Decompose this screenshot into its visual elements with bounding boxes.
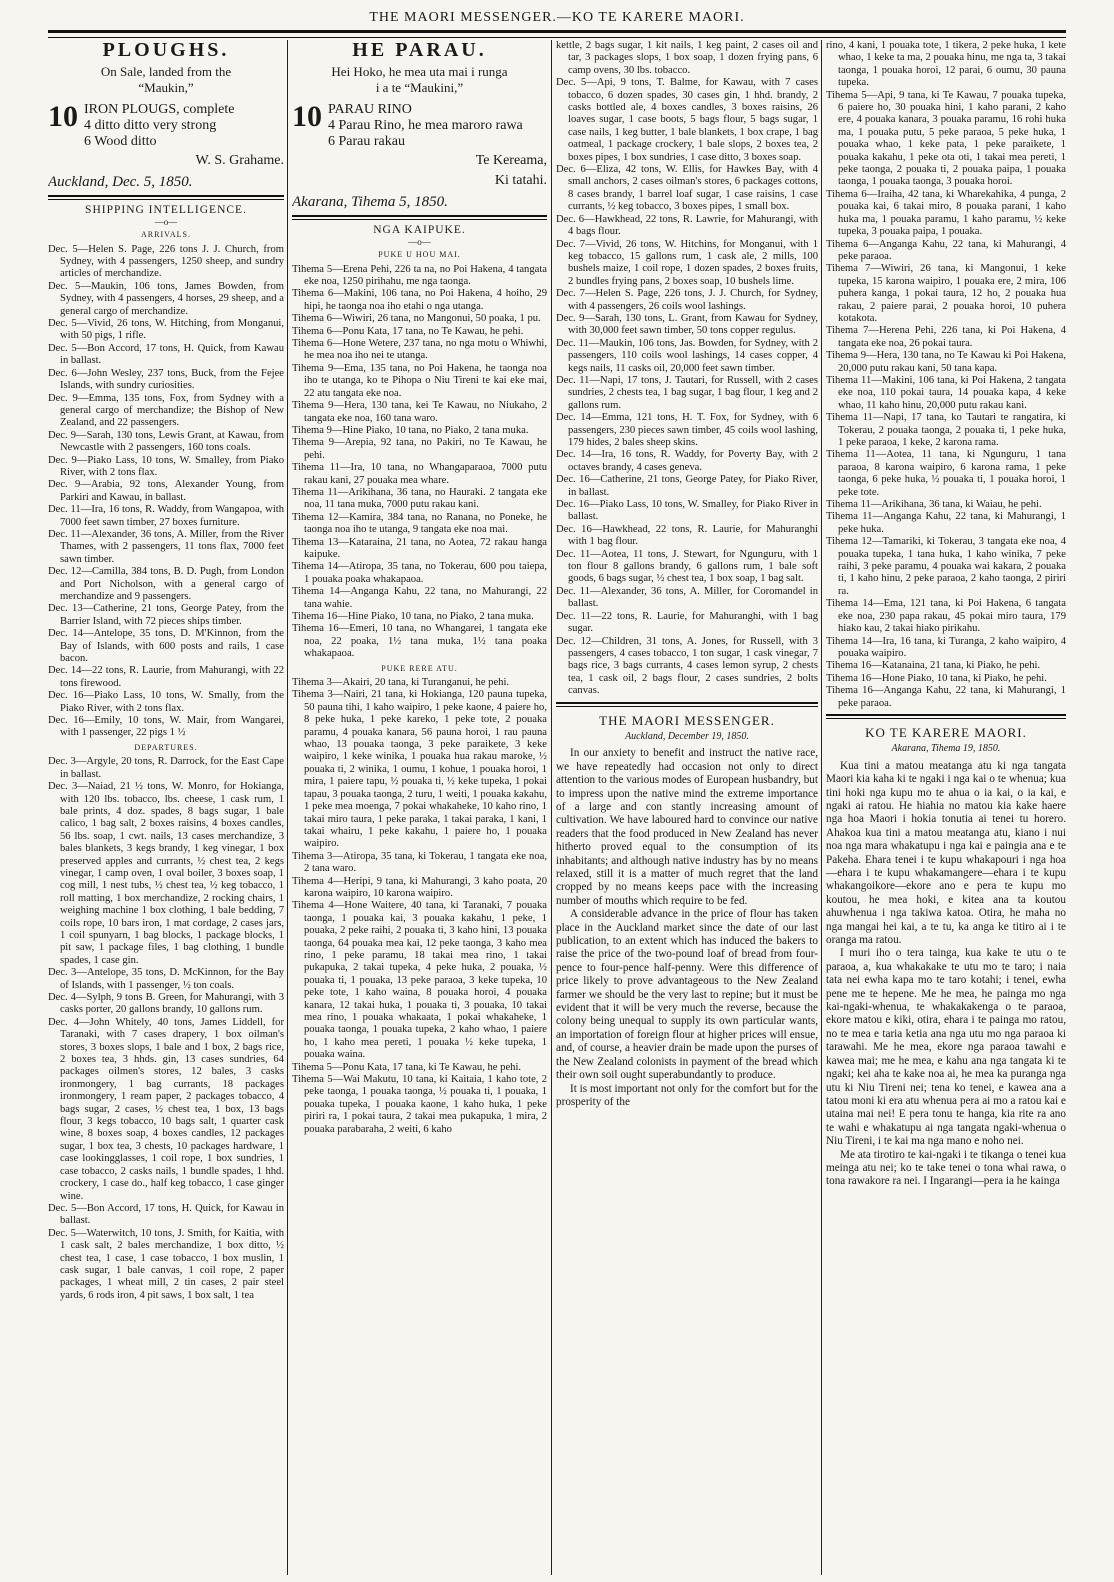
departures-continued xyxy=(556,40,818,698)
ad-signer: Te Kereama, xyxy=(475,153,547,169)
column-divider xyxy=(287,40,288,1575)
column-divider xyxy=(551,40,552,1575)
shipping-entry: Dec. 11—Alexander, 36 tons, A. Miller, from the River Thames, with 2 passengers, 11 tons flax, 7000 feet sawn timber. xyxy=(48,528,284,565)
shipping-entry: Tihema 6—Hone Wetere, 237 tana, no nga motu o Whiwhi, he mea noa iho nei te utanga. xyxy=(292,338,547,362)
shipping-entry: Tihema 3—Nairi, 21 tana, ki Hokianga, 120 pauna tupeka, 50 pauna tihi, 1 kaho waipiro, 1 peke kaone, 4 paiere ho, 8 peke huka, 1 peke kareko, 1 peke tote, 2 pouaka paramu, 4 pouaka kanara, 56 pauna horoi, 1 rau pauna whao, 13 pouaka taonga, 3 peke paraikete, 3 keke waipiro, 1 keke winika, 1 pouaka hua rakau maroke, ½ pouaka ti, 2 winika, 1 oumu, 1 kohue, 1 pouaka horoi, 1 mira, 1 paiere tapu, ½ pouaka ti, ½ keke tupeka, 1 pokai tapau, 3 pouaka taonga, 2 turu, 1 weiti, 1 pouaka kakahu, 1 peke mea moenga, 7 pokai whakaheke, 10 kaho rino, 1 takai miro taura, 1 peke paraka, 1 takai paraka, 1 kani, 1 takai whairu, 1 peke kakahu, 1 paiere ho, 1 pouaka waipiro. xyxy=(292,689,547,850)
departures-heading: DEPARTURES. xyxy=(134,742,198,752)
shipping-entry: Dec. 5—Bon Accord, 17 tons, H. Quick, from Kawau in ballast. xyxy=(48,342,284,367)
shipping-entry: Tihema 5—Ponu Kata, 17 tana, ki Te Kawau, he pehi. xyxy=(292,1061,522,1073)
shipping-entry: rino, 4 kani, 1 pouaka tote, 1 tikera, 2 peke huka, 1 kete whao, 1 keke ta ma, 2 pouaka hinu, me nga ta, 3 takai taonga, 1 pouaka horoi, 12 parai, 6 oumu, 30 pauna tupeka. xyxy=(826,40,1066,89)
shipping-entry: Tihema 3—Akairi, 20 tana, ki Turanganui, he pehi. xyxy=(292,677,510,689)
section-title: NGA KAIPUKE. xyxy=(373,223,466,236)
ad-line: PARAU RINO xyxy=(328,102,412,118)
section-rule xyxy=(826,714,1066,719)
ad-line: 6 Wood ditto xyxy=(84,134,157,150)
section-rule xyxy=(292,215,547,220)
shipping-entry: Tihema 12—Tamariki, ki Tokerau, 3 tangata eke noa, 4 pouaka tupeka, 1 tana huka, 1 kaho winika, 7 peke raihi, 3 peke paramu, 4 pouaka wai kakara, 2 pouaka ti, 1 kaho hinu, 2 peke paraoa, 2 kaho taonga, 2 piriri ra. xyxy=(826,536,1066,597)
shipping-entry: Tihema 11—Anganga Kahu, 22 tana, ki Mahurangi, 1 peke huka. xyxy=(826,511,1066,535)
shipping-entry: Tihema 16—Hine Piako, 10 tana, no Piako, 2 tana muka. xyxy=(292,611,534,622)
ad-title: HE PARAU. xyxy=(352,40,487,61)
shipping-entry: Tihema 11—Arikihana, 36 tana, no Hauraki. 2 tangata eke noa, 11 tana muka, 7000 putu rakau kani. xyxy=(292,486,547,511)
shipping-entry: Tihema 11—Aotea, 11 tana, ki Ngunguru, 1 tana paraoa, 8 karona waipiro, 6 karona rama, 1 peke taonga, 6 peke huka, ½ pouaka ti, 1 pouaka horoi, 1 peke tote. xyxy=(826,449,1066,498)
editorial-date: Akarana, Tihema 19, 1850. xyxy=(891,743,1001,755)
shipping-entry: Tihema 6—Makini, 106 tana, no Poi Hakena, 4 hoiho, 29 hipi, he taonga noa iho etahi o nga utanga. xyxy=(292,288,547,312)
shipping-entry: Dec. 11—Napi, 17 tons, J. Tautari, for Russell, with 2 cases sundries, 2 chests tea, 1 bag sugar, 1 bag flour, 1 keg and 2 gallons rum. xyxy=(556,374,818,411)
ad-ship-name: “Maukin,” xyxy=(138,80,194,96)
shipping-entry: Tihema 14—Ira, 16 tana, ki Turanga, 2 kaho waipiro, 4 pouaka waipiro. xyxy=(826,635,1066,659)
shipping-entry: Tihema 9—Arepia, 92 tana, no Pakiri, no Te Kawau, he pehi. xyxy=(292,437,547,461)
shipping-entry: Dec. 16—Catherine, 21 tons, George Patey, for Piako River, in ballast. xyxy=(556,474,818,498)
shipping-entry: Tihema 4—Heripi, 9 tana, ki Mahurangi, 3 kaho poata, 20 karona waipiro, 10 karona waipiro. xyxy=(292,875,547,899)
shipping-entry: Tihema 13—Kataraina, 21 tana, no Aotea, 72 rakau hanga kaipuke. xyxy=(292,536,547,560)
shipping-entry: Dec. 12—Camilla, 384 tons, B. D. Pugh, from London and Port Nicholson, with a general cargo of merchandize and 9 passengers. xyxy=(48,566,284,602)
shipping-entry: Tihema 7—Herena Pehi, 226 tana, ki Poi Hakena, 4 tangata eke noa, 26 pokai taura. xyxy=(826,325,1066,349)
column-1 xyxy=(48,40,284,1575)
ad-line: IRON PLOUGS, complete xyxy=(84,102,235,118)
shipping-entry: Dec. 11—Alexander, 36 tons, A. Miller, for Coromandel in ballast. xyxy=(556,585,818,610)
shipping-entry: Dec. 5—Bon Accord, 17 tons, H. Quick, for Kawau in ballast. xyxy=(48,1202,284,1227)
ad-signer: W. S. Grahame. xyxy=(195,153,284,169)
departures-heading: PUKE RERE ATU. xyxy=(381,663,458,673)
shipping-entry: Tihema 11—Makini, 106 tana, ki Poi Hakena, 2 tangata eke noa, 110 pokai taura, 14 pouaka kapa, 4 keke whao, 11 kaho hinu, 20,000 putu rakau kani. xyxy=(826,374,1066,411)
column-3 xyxy=(556,40,818,1575)
ad-date: Akarana, Tihema 5, 1850. xyxy=(292,194,448,211)
shipping-entry: Dec. 9—Sarah, 130 tons, L. Grant, from Kawau for Sydney, with 30,000 feet sawn timber, 50 tons copper regulus. xyxy=(556,312,818,337)
departures-list xyxy=(48,756,284,1302)
column-2 xyxy=(292,40,547,1575)
ad-title: PLOUGHS. xyxy=(102,40,230,61)
ad-lines xyxy=(84,102,235,150)
ad-subtitle: On Sale, landed from the xyxy=(100,64,232,80)
shipping-entry: Tihema 16—Hone Piako, 10 tana, ki Piako, he pehi. xyxy=(826,672,1047,684)
shipping-entry: Dec. 4—John Whitely, 40 tons, James Liddell, for Taranaki, with 7 cases drapery, 1 box oilman's stores, 3 boxes slops, 1 bale and 1 box, 2 bags rice, 2 boxes tea, 3 hhds. gin, 13 cases sundries, 64 packages oilmen's stores, 12 bales, 3 casks ironmongery, 1 bag currants, 18 packages ironmongery, 1 ream paper, 2 packages tobacco, 4 bags sugar, 2 cases, ½ chest tea, 1 box, 13 bags flour, 3 kegs tobacco, 10 bags salt, 1 quarter cask wine, 8 boxes soap, 4 boxes candles, 12 packages sugar, 1 box tea, 3 chests, 10 packages hardware, 1 case lookingglasses, 1 coil rope, 1 box sundries, 1 case tobacco, 2 casks nails, 1 bundle spades, 1 hhd. crockery, 1 case do., half keg tobacco, 1 case ginger wine. xyxy=(48,1016,284,1202)
shipping-entry: Dec. 5—Vivid, 26 tons, W. Hitching, from Monganui, with 50 pigs, 1 rifle. xyxy=(48,318,284,342)
shipping-entry: Dec. 16—Piako Lass, 10 tons, W. Smalley, for Piako River in ballast. xyxy=(556,499,818,523)
ad-date: Auckland, Dec. 5, 1850. xyxy=(48,174,193,191)
shipping-entry: Tihema 16—Emeri, 10 tana, no Whangarei, 1 tangata eke noa, 22 poaka, 1½ tana muka, 1½ tana poaka whakapaoa. xyxy=(292,623,547,660)
ad-body xyxy=(48,102,284,150)
masthead: THE MAORI MESSENGER.—KO TE KARERE MAORI. xyxy=(369,10,745,25)
shipping-entry: Dec. 11—Ira, 16 tons, R. Waddy, from Wangapoa, with 7000 feet sawn timber, 27 boxes furniture. xyxy=(48,504,284,528)
shipping-entry: Tihema 16—Anganga Kahu, 22 tana, ki Mahurangi, 1 peke paraoa. xyxy=(826,685,1066,709)
arrivals-heading: ARRIVALS. xyxy=(141,230,191,240)
shipping-entry: Dec. 3—Naiad, 21 ½ tons, W. Monro, for Hokianga, with 120 lbs. tobacco, lbs. cheese, 1 cask rum, 1 bale prints, 4 doz. spades, 8 bags sugar, 1 bale calico, 1 bag salt, 2 boxes raisins, 4 boxes candles, 56 lbs. soap, 1 cwt. nails, 13 cases merchandize, 3 bales blankets, 3 kegs brandy, 1 keg vinegar, 1 box preserved apples and currants, ½ chest tea, 2 kegs vinegar, 1 camp oven, 1 oval boiler, 3 boxes soap, 1 cog mill, 1 nest tubs, ½ chest tea, ½ keg tobacco, 1 roll matting, 1 box merchandize, 2 rocking chairs, 1 weighing machine 1 box clothing, 1 bale bedding, 7 coils rope, 10 bars iron, 1 mat cordage, 2 cases jars, 1 coil spunyarn, 1 bag blocks, 1 package blocks, 1 pit saw, 1 package files, 1 bag clothing, 1 bundle spades, 1 case gin. xyxy=(48,781,284,966)
ad-line: 4 ditto ditto very strong xyxy=(84,118,217,134)
shipping-entry: Tihema 14—Atiropa, 35 tana, no Tokerau, 600 pou taiepa, 1 pouaka poaka whakapaoa. xyxy=(292,561,547,585)
shipping-entry: Dec. 9—Arabia, 92 tons, Alexander Young, from Parkiri and Kawau, in ballast. xyxy=(48,479,284,503)
shipping-entry: Dec. 5—Api, 9 tons, T. Balme, for Kawau, with 7 cases tobacco, 6 dozen spades, 30 cases gin, 1 hhd. brandy, 2 casks bottled ale, 4 boxes candles, 3 boxes raisins, 26 loaves sugar, 1 case boots, 5 bags flour, 5 bags sugar, 1 case nails, 1 keg butter, 1 bale blankets, 1 box crape, 1 bag oatmeal, 1 package crockery, 1 bale slops, 2 boxes tea, 2 boxes pipes, 1 box sundries, 1 case ditto, 3 boxes soap. xyxy=(556,77,818,163)
shipping-entry: Tihema 5—Api, 9 tana, ki Te Kawau, 7 pouaka tupeka, 6 paiere ho, 30 pouaka hini, 1 kaho parani, 2 kaho ere, 4 pouaka kanara, 3 pouaka paramu, 16 rohi huka ma, 1 pouaka putu, 5 peke paraoa, 5 peke huka, 1 pouaka whao, 1 keke pata, 1 peke paraikete, 1 pouaka kakahu, 1 peke ota oti, 1 takai mea pereti, 1 peke taonga, 2 pouaka ti, 2 pouaka paipa, 1 pouaka taonga, 1 pouaka taonga, 3 pouaka horoi. xyxy=(826,89,1066,188)
shipping-entry: Dec. 11—Maukin, 106 tons, Jas. Bowden, for Sydney, with 2 passengers, 110 coils wool lashings, 14 cases copper, 4 kegs nails, 11 casks oil, 20,000 feet sawn timber. xyxy=(556,337,818,374)
shipping-entry: Dec. 13—Catherine, 21 tons, George Patey, from the Barrier Island, with 72 pieces ships timber. xyxy=(48,603,284,627)
ad-lines xyxy=(328,102,523,150)
ad-line: 6 Parau rakau xyxy=(328,134,405,150)
shipping-entry: Tihema 3—Atiropa, 35 tana, ki Tokerau, 1 tangata eke noa, 2 tana waro. xyxy=(292,850,547,875)
editorial-date: Auckland, December 19, 1850. xyxy=(625,730,749,742)
shipping-entry: Dec. 6—John Wesley, 237 tons, Buck, from the Fejee Islands, with sundry curiosities. xyxy=(48,367,284,392)
shipping-entry: Dec. 14—Antelope, 35 tons, D. M'Kinnon, from the Bay of Islands, with 600 posts and rails, 1 case bacon. xyxy=(48,628,284,665)
editorial-paragraph: I muri iho o tera tainga, kua kake te utu o te paraoa, a, kua whakakake te utu mo te taro; i naia tata nei ewha kapa mo te taro kotahi; i tenei, ewha pene me te hepene. Me he mea, he painga mo nga kai-ngaki-whenua, te whakakakenga o te paraoa, ekore matou e kiki, otira, ehara i te painga mo ratou, no te mea e taria ketia ana nga utu mo nga paraoa ki tarawahi. Me he mea, ekore nga paraoa tawahi e kawea mai; me he mea, e kahu ana nga tangata ki te ngaki; kei aha te kake noa ai, he mea ka puranga nga utu ki Niu Tireni nei; tena ko tenei, e kawea ana a tatou moni ki era atu whenua pera ai mo a ratou kai e utaina mai nei! E pera tonu te hanga, kia rite ra ano te wahi e whakatupu ai nga tangata ngaki-whenua o Niu Tireni, i te kai ma nga mano e noho nei. xyxy=(826,947,1066,1148)
shipping-entry: Dec. 6—Eliza, 42 tons, W. Ellis, for Hawkes Bay, with 4 small anchors, 2 cases oilman's stores, 6 packages cottons, 8 cases brandy, 1 barrel loaf sugar, 1 case raisins, 1 case currants, ½ keg tobacco, 3 boxes pipes, 1 small box. xyxy=(556,164,818,213)
shipping-entry: Tihema 9—Hera, 130 tana, kei Te Kawau, no Niukaho, 2 tangata eke noa, 160 tana waro. xyxy=(292,400,547,424)
shipping-entry: Tihema 11—Arikihana, 36 tana, ki Waiau, he pehi. xyxy=(826,499,1042,511)
editorial-body xyxy=(556,747,818,1109)
departures-list xyxy=(292,677,547,1136)
shipping-entry: Tihema 9—Hine Piako, 10 tana, no Piako, 2 tana muka. xyxy=(292,424,529,436)
editorial-paragraph: Me ata tirotiro te kai-ngaki i te tikanga o tenei kua meinga atu nei; ko te take tenei o tona whai rawa, o tona rawakore ra nei. I Ingarangi—pera ia he kainga xyxy=(826,1148,1066,1188)
shipping-entry: Dec. 14—Emma, 121 tons, H. T. Fox, for Sydney, with 6 passengers, 230 pieces sawn timber, 45 coils wool lashing, 179 hides, 2 bales sheep skins. xyxy=(556,412,818,448)
editorial-paragraph: Kua tini a matou meatanga atu ki nga tangata Maori kia kaha ki te ngaki i nga kai o te whenua; kua tini hoki nga kupu mo te ahua o ia kai, o ia kai, e ngaki ai ratou. He hiahia no matou kia kake haere nga hoa Maori i hokia tonutia ai tenei tu horero. Ahakoa kua tini a matou meatanga atu, kiano i nui noa nga mara whakatupu i nga kai e paingia ana e te Pakeha. Ehara tenei i te kupu whakapouri i nga hoa—ehara i te kupu whakamangere—ehara i te kupu whakangoikore—ekore ano e pera te kupu mo koutou, he mea hoki, e kitea ana ta koutou ahuwhenua i nga takiwa katoa. Otira, he maha no nga mangai hei kai, a te tu, ka anga ke titiro ai i te oranga ma ratou. xyxy=(826,759,1066,947)
editorial-paragraph: A considerable advance in the price of flour has taken place in the Auckland market since the date of our last publication, to an extent which has induced the bakers to raise the price of the two-pound loaf of bread from four-pence to four-pence half-penny. Were this difference of price likely to prove advantageous to the New Zealand farmer we should be the very last to repine; but it must be evident that it will be very much the reverse, because the colony being unequal to supply its own particular wants, an importation of foreign flour at higher prices will ensue, and, of course, a heavier drain be made upon the purses of the New Zealand colonists in payment of the bread which their own soil ought superabundantly to produce. xyxy=(556,908,818,1082)
shipping-entry: Tihema 6—Ponu Kata, 17 tana, no Te Kawau, he pehi. xyxy=(292,325,524,337)
editorial-body xyxy=(826,760,1066,1189)
column-4 xyxy=(826,40,1066,1575)
shipping-entry: Dec. 3—Antelope, 35 tons, D. McKinnon, for the Bay of Islands, with 1 passenger, ½ ton coals. xyxy=(48,967,284,991)
shipping-entry: Tihema 7—Wiwiri, 26 tana, ki Mangonui, 1 keke tupeka, 15 karona waipiro, 1 pouaka ere, 2 mira, 106 puhera kanga, 1 pokai taura, 12 ho, 2 pouaka hua rakau, 2 paiere parai, 2 pouaka horoi, 10 puhera kotakota. xyxy=(826,263,1066,324)
editorial-title: KO TE KARERE MAORI. xyxy=(865,724,1027,740)
shipping-entry: Dec. 5—Maukin, 106 tons, James Bowden, from Sydney, with 4 passengers, 4 horses, 29 sheep, and a general cargo of merchandize. xyxy=(48,280,284,317)
ad-ship-name: i a te “Maukini,” xyxy=(375,80,464,96)
ad-subtitle: Hei Hoko, he mea uta mai i runga xyxy=(331,64,508,80)
shipping-entry: Tihema 11—Ira, 10 tana, no Whangaparaoa, 7000 putu rakau kani, 27 pouaka mea whare. xyxy=(292,462,547,486)
shipping-entry: Tihema 5—Erena Pehi, 226 ta na, no Poi Hakena, 4 tangata eke noa, 1250 pirihahu, me nga taonga. xyxy=(292,263,547,288)
editorial-title: THE MAORI MESSENGER. xyxy=(599,712,775,728)
ornament: —o— xyxy=(154,217,178,228)
shipping-entry: Dec. 16—Piako Lass, 10 tons, W. Smally, from the Piako River, with 2 tons flax. xyxy=(48,690,284,714)
shipping-entry: Dec. 7—Helen S. Page, 226 tons, J. J. Church, for Sydney, with 4 passengers, 26 coils wool lashings. xyxy=(556,288,818,312)
section-rule xyxy=(48,195,284,200)
shipping-entry: Dec. 5—Waterwitch, 10 tons, J. Smith, for Kaitia, with 1 cask salt, 2 bales merchandize, 1 box ditto, ½ chest tea, 1 case, 1 case tobacco, 1 box muslin, 1 cask sugar, 1 bale canvas, 1 coil rope, 2 paper packages, 1 wheat mill, 2 tin cases, 2 pair steel yards, 6 rods iron, 4 pit saws, 1 box salt, 1 tea xyxy=(48,1227,284,1301)
shipping-entry: kettle, 2 bags sugar, 1 kit nails, 1 keg paint, 2 cases oil and tar, 3 packages slops, 1 box soap, 1 dozen frying pans, 6 camp ovens, 30 lbs. tobacco. xyxy=(556,40,818,76)
shipping-entry: Tihema 6—Anganga Kahu, 22 tana, ki Mahurangi, 4 peke paraoa. xyxy=(826,238,1066,262)
shipping-entry: Dec. 14—Ira, 16 tons, R. Waddy, for Poverty Bay, with 2 octaves brandy, 4 cases geneva. xyxy=(556,449,818,473)
shipping-entry: Dec. 6—Hawkhead, 22 tons, R. Lawrie, for Mahurangi, with 4 bags flour. xyxy=(556,213,818,238)
ad-number: 10 xyxy=(292,100,322,134)
section-title: SHIPPING INTELLIGENCE. xyxy=(85,203,247,216)
shipping-entry: Tihema 12—Kamira, 384 tana, no Ranana, no Poneke, he taonga noa iho te utanga, 9 tangata eke noa mai. xyxy=(292,511,547,536)
shipping-entry: Dec. 16—Hawkhead, 22 tons, R. Laurie, for Mahuranghi with 1 bag flour. xyxy=(556,523,818,548)
shipping-entry: Dec. 7—Vivid, 26 tons, W. Hitchins, for Monganui, with 1 keg tobacco, 15 gallons rum, 1 cask ale, 2 mills, 100 bushels maize, 1 coil rope, 1 dozen spades, 2 boxes fruits, 2 bundles frying pans, 2 boxes soap, 10 bushels lime. xyxy=(556,238,818,287)
shipping-entry: Tihema 14—Anganga Kahu, 22 tana, no Mahurangi, 22 tana wahie. xyxy=(292,586,547,610)
shipping-entry: Dec. 9—Sarah, 130 tons, Lewis Grant, at Kawau, from Newcastle with 2 passengers, 160 tons coals. xyxy=(48,429,284,454)
shipping-entry: Dec. 12—Children, 31 tons, A. Jones, for Russell, with 3 passengers, 4 cases tobacco, 1 ton sugar, 1 cask vinegar, 7 bags rice, 3 bags currants, 4 cases lemon syrup, 2 chests tea, 1 cask oil, 2 bags flour, 2 cases sundries, 2 bolts canvas. xyxy=(556,635,818,697)
editorial-paragraph: In our anxiety to benefit and instruct the native race, we have repeatedly had occasion not only to direct attention to the various modes of European husbandry, but to impress upon the native mind the extreme importance of a large and con stantly increasing amount of cultivation. We have laboured hard to convince our native readers that the food produced in New Zealand has never hitherto proved equal to the consumption of its inhabitants; and although native industry has by no means relaxed, still it is a matter of much regret that the land cropped by no means keeps pace with the increasing number of mouths which require to be fed. xyxy=(556,747,818,907)
section-rule xyxy=(556,702,818,707)
editorial-paragraph: It is most important not only for the comfort but for the prosperity of the xyxy=(556,1082,818,1108)
shipping-entry: Dec. 11—Aotea, 11 tons, J. Stewart, for Ngunguru, with 1 ton flour 8 gallons brandy, 6 gallons rum, 1 bale soft goods, 6 bags sugar, ½ chest tea, 1 box soap, 1 bag salt. xyxy=(556,548,818,585)
shipping-entry: Tihema 5—Wai Makutu, 10 tana, ki Kaitaia, 1 kaho tote, 2 peke taonga, 1 pouaka taonga, ½ pouaka ti, 1 pouaka, 1 pouaka tupeka, 1 pouaka kaone, 1 kaho huka, 1 peke piriri ra, 1 pokai taura, 2 takai mea pukapuka, 1 mira, 2 pouaka parabaraha, 2 weiti, 6 kaho xyxy=(292,1074,547,1135)
shipping-entry: Dec. 5—Helen S. Page, 226 tons J. J. Church, from Sydney, with 4 passengers, 1250 sheep, and sundry articles of merchandize. xyxy=(48,243,284,280)
shipping-entry: Tihema 4—Hone Waitere, 40 tana, ki Taranaki, 7 pouaka taonga, 1 pouaka kai, 3 pouaka kakahu, 1 peke, 1 pouaka, 2 peke raihi, 2 pouaka ti, 3 kaho hini, 13 pouaka taonga, 64 pouaka mea kai, 12 peke taonga, 3 kaho mea rino, 1 peke paramu, 18 takai mea rino, 1 takai pukapuka, 2 takai tupeka, 4 peke huka, 2 pouaka, ½ pouaka ti, 1 pouaka, 13 peke paraoa, 3 keke tupeka, 10 peke tote, 1 kaho waina, 8 pouaka horoi, 4 pouaka kanara, 12 takai huka, 1 pouaka ti, 3 pouaka, 10 takai mea rino, 1 pouaka whakaata, 1 pokai whakaheke, 1 pouaka taonga, 1 pouaka tupeka, 2 kaho whao, 1 paiere ho, 1 kaho mea pereti, 1 pouaka ½ keke tupeka, 1 pouaka waina. xyxy=(292,900,547,1061)
shipping-entry: Tihema 9—Hera, 130 tana, no Te Kawau ki Poi Hakena, 20,000 putu rakau kani, 50 tana kapa. xyxy=(826,350,1066,374)
shipping-entry: Dec. 9—Emma, 135 tons, Fox, from Sydney with a general cargo of merchandize; the Bishop of New Zealand, and 22 passengers. xyxy=(48,392,284,429)
shipping-entry: Tihema 6—Wiwiri, 26 tana, no Mangonui, 50 poaka, 1 pu. xyxy=(292,313,541,325)
shipping-entry: Dec. 14—22 tons, R. Laurie, from Mahurangi, with 22 tons firewood. xyxy=(48,665,284,689)
shipping-entry: Tihema 16—Katanaina, 21 tana, ki Piako, he pehi. xyxy=(826,660,1041,672)
shipping-entry: Dec. 11—22 tons, R. Laurie, for Mahuranghi, with 1 bag sugar. xyxy=(556,610,818,635)
shipping-entry: Tihema 9—Ema, 135 tana, no Poi Hakena, he taonga noa iho te utanga, ko te Pihopa o Niu Tireni te kai eke mai, 22 atu tangata eke noa. xyxy=(292,362,547,399)
shipping-entry: Tihema 6—Iraiha, 42 tana, ki Wharekahika, 4 punga, 2 pouaka kai, 6 takai miro, 8 pouaka parani, 1 kaho huka ma, 1 pouaka paramu, 1 kaho paramu, ½ keke tupeka, 3 pouaka paipa, 1 pouaka. xyxy=(826,188,1066,238)
arrivals-list xyxy=(292,264,547,661)
shipping-entry: Dec. 9—Piako Lass, 10 tons, W. Smalley, from Piako River, with 2 tons flax. xyxy=(48,454,284,478)
arrivals-list xyxy=(48,244,284,740)
shipping-entry: Dec. 16—Emily, 10 tons, W. Mair, from Wangarei, with 1 passenger, 22 pigs 1 ½ xyxy=(48,715,284,739)
ornament: —o— xyxy=(408,237,431,248)
column-divider xyxy=(821,40,822,1575)
ad-signer-location: Ki tatahi. xyxy=(494,173,547,189)
arrivals-heading: PUKE U HOU MAI. xyxy=(378,250,461,260)
shipping-entry: Tihema 14—Ema, 121 tana, ki Poi Hakena, 6 tangata eke noa, 230 papa rakau, 45 pokai miro taura, 179 hiako kau, 2 takai hiako pirikahu. xyxy=(826,598,1066,635)
shipping-entry: Tihema 11—Napi, 17 tana, ko Tautari te rangatira, ki Tokerau, 2 pouaka taonga, 2 pouaka ti, 1 peke huka, 1 peke paraoa, 1 keke, 2 karona rama. xyxy=(826,412,1066,448)
masthead-rule xyxy=(48,30,1066,38)
shipping-entry: Dec. 4—Sylph, 9 tons B. Green, for Mahurangi, with 3 casks porter, 20 gallons brandy, 10 gallons rum. xyxy=(48,992,284,1016)
ad-line: 4 Parau Rino, he mea maroro rawa xyxy=(328,118,523,134)
ad-body xyxy=(292,102,547,150)
shipping-entry: Dec. 3—Argyle, 20 tons, R. Darrock, for the East Cape in ballast. xyxy=(48,756,284,780)
ad-number: 10 xyxy=(48,100,78,134)
departures-continued xyxy=(826,40,1066,710)
